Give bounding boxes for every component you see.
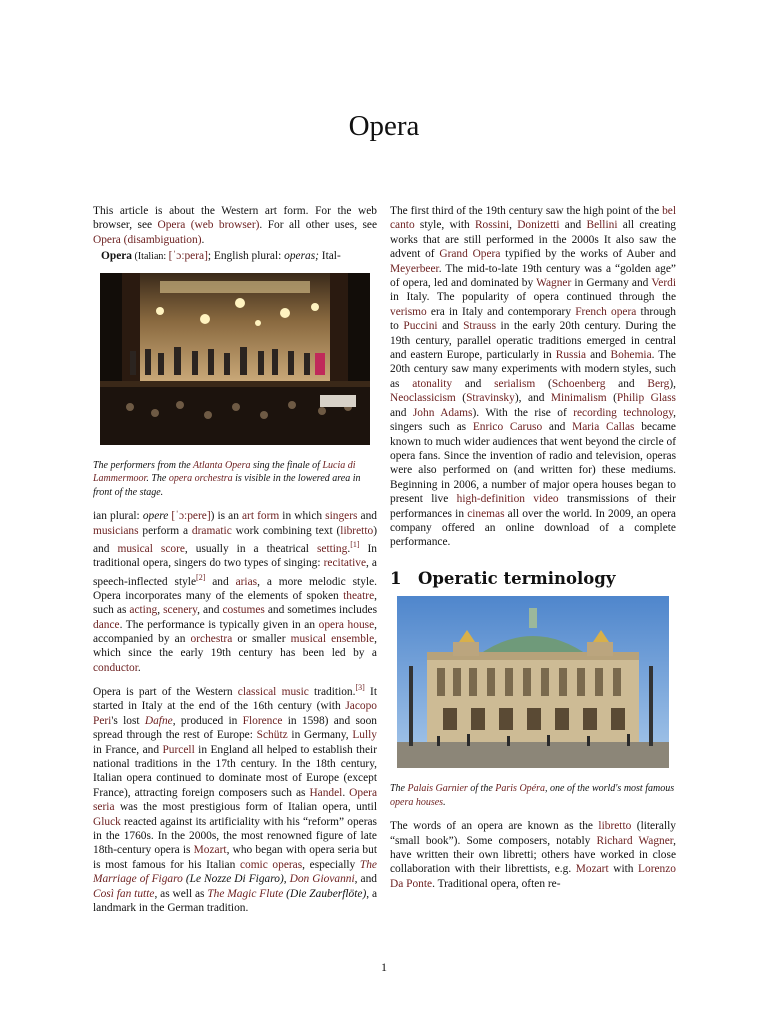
- inline-text: (: [455, 392, 467, 405]
- figure1-caption: [93, 459, 377, 500]
- lead-text: (Italian:: [132, 251, 169, 263]
- inline-link[interactable]: Lorenzo Da Ponte: [390, 863, 676, 890]
- inline-link[interactable]: cinemas: [467, 507, 505, 520]
- inline-text: , a more melodic style. Opera incorporates many of the elements of spoken: [93, 575, 377, 602]
- inline-text: 's lost: [111, 714, 145, 727]
- hatnote-text: . For all other uses, see: [259, 219, 378, 232]
- inline-link[interactable]: Florence: [242, 714, 283, 727]
- inline-link[interactable]: atonality: [412, 377, 453, 390]
- left-column: [93, 204, 377, 921]
- inline-text: all over the world. In 2009, an opera company offered an online download of a complete performance.: [390, 507, 676, 549]
- inline-text: The words of an opera are known as the: [390, 820, 599, 833]
- inline-link[interactable]: Minimalism: [550, 392, 607, 405]
- inline-link[interactable]: Schoenberg: [551, 377, 606, 390]
- inline-link[interactable]: Purcell: [162, 743, 195, 756]
- inline-text: reacted against its artificiality with his “reform” operas in the 1760s. In the 2000s, the most renowned figure of late 18th-century opera is: [93, 815, 377, 857]
- inline-link[interactable]: libretto: [340, 524, 374, 537]
- inline-link[interactable]: dance: [93, 618, 120, 631]
- inline-link[interactable]: Palais Garnier: [407, 783, 468, 795]
- inline-text: ,: [509, 219, 518, 232]
- hatnote-text: .: [201, 233, 205, 246]
- inline-text: in France, and: [93, 743, 163, 756]
- inline-text: in Germany and: [571, 277, 652, 290]
- inline-text: ian plural:: [93, 510, 143, 523]
- inline-text: transmissions of their performances in: [390, 493, 676, 520]
- inline-link[interactable]: classical music: [237, 685, 309, 698]
- inline-link[interactable]: dramatic: [191, 524, 232, 537]
- caption-link-atlanta-opera[interactable]: Atlanta Opera: [193, 459, 251, 471]
- inline-text: in which: [279, 510, 326, 523]
- inline-link[interactable]: Enrico Caruso: [472, 421, 543, 434]
- inline-text: ). With the rise of: [472, 406, 574, 419]
- inline-link[interactable]: Bohemia: [610, 349, 652, 362]
- citation-ref[interactable]: [3]: [355, 683, 365, 693]
- inline-text: all creating works that are still performed in the 2000s It also saw the advent of: [390, 219, 676, 261]
- ipa-link[interactable]: [ˈɔːpera]: [168, 250, 208, 263]
- inline-link[interactable]: conductor: [93, 661, 138, 674]
- inline-text: .: [347, 542, 351, 555]
- section-title: Operatic terminology: [418, 568, 616, 588]
- inline-text: became known to much wider audiences that went beyond the circle of opera fans. Since the invention of radio and television, operas were also performed on (and written for) these mediums. Beginning in 2006, a number of major opera houses began to present live: [390, 421, 676, 506]
- inline-text: , who began with opera seria but is most famous for his Italian: [93, 844, 377, 871]
- inline-link[interactable]: Maria Callas: [572, 421, 635, 434]
- history-paragraph: [93, 681, 377, 915]
- inline-link[interactable]: [ˈɔːpere]: [171, 510, 211, 523]
- inline-text: and: [559, 219, 587, 232]
- inline-link[interactable]: French opera: [575, 305, 637, 318]
- palais-garnier-photo[interactable]: [397, 596, 669, 768]
- inline-link[interactable]: scenery: [163, 604, 198, 617]
- inline-text: and: [586, 349, 611, 362]
- inline-text: in the early 20th century. During the 19th century, parallel operatic traditions emerged in central and eastern Europe, particularly in: [390, 320, 676, 362]
- lead-text: ; English plural:: [207, 250, 285, 263]
- inline-text: In traditional opera, singers do two types of singing:: [93, 542, 378, 570]
- inline-text: and: [205, 575, 236, 588]
- inline-text: and sometimes includes: [264, 604, 377, 617]
- inline-link[interactable]: opera houses: [390, 796, 444, 808]
- inline-link[interactable]: Mozart: [575, 863, 609, 876]
- inline-link[interactable]: Berg: [647, 377, 670, 390]
- inline-text: through to: [390, 305, 676, 333]
- inline-link[interactable]: recitative: [323, 557, 366, 570]
- inline-text: , produced in: [172, 714, 243, 727]
- inline-text: , have written their own libretti; others have worked in close collaboration with their librettists, e.g.: [390, 834, 676, 876]
- inline-link[interactable]: Verdi: [651, 277, 676, 290]
- caption-link-lucia[interactable]: Lucia di Lammermoor: [93, 459, 356, 485]
- inline-text: , usually in a theatrical: [184, 542, 317, 555]
- lead-line: [93, 249, 377, 264]
- inline-text: (Le Nozze Di Figaro): [182, 873, 284, 886]
- inline-link[interactable]: Philip Glass: [616, 392, 676, 405]
- inline-text: (literally “small book”). Some composers, notably: [390, 820, 676, 847]
- inline-link[interactable]: musicians: [93, 524, 139, 537]
- inline-text: era in Italy and contemporary: [426, 305, 576, 318]
- inline-text: typified by the works of Auber and: [500, 248, 676, 261]
- inline-link[interactable]: Puccini: [403, 320, 438, 333]
- inline-link[interactable]: Così fan tutte: [93, 887, 155, 900]
- inline-text: The first third of the 19th century saw the high point of the: [390, 205, 663, 217]
- inline-text: with: [608, 863, 639, 876]
- inline-text: .: [443, 796, 446, 808]
- inline-link[interactable]: Grand Opera: [439, 248, 501, 261]
- inline-link[interactable]: Neoclassicism: [390, 392, 456, 405]
- inline-text: ,: [283, 873, 290, 886]
- inline-text: (Die Zauberflöte): [283, 887, 367, 900]
- inline-text: It started in Italy at the end of the 16th century (with: [93, 685, 378, 713]
- lead-plural: operas;: [284, 250, 319, 263]
- inline-link[interactable]: costumes: [222, 604, 265, 617]
- citation-ref[interactable]: [2]: [196, 572, 206, 582]
- inline-text: , accompanied by an: [93, 618, 377, 645]
- inline-link[interactable]: Jacopo Peri: [93, 700, 377, 727]
- inline-text: work combining text (: [231, 524, 341, 537]
- page-number: 1: [381, 960, 387, 974]
- inline-text: Opera is part of the Western: [93, 685, 238, 698]
- inline-text: , and: [197, 604, 223, 617]
- inline-link[interactable]: The Marriage of Figaro: [93, 858, 377, 886]
- inline-link[interactable]: Wagner: [536, 277, 572, 290]
- inline-text: ,: [157, 604, 164, 617]
- inline-text: , and: [354, 873, 377, 886]
- inline-text: . The performance is typically given in an: [119, 618, 319, 631]
- inline-link[interactable]: acting: [129, 604, 158, 617]
- inline-link[interactable]: comic operas: [239, 858, 303, 871]
- inline-link[interactable]: libretto: [598, 820, 632, 833]
- figure2-caption: [390, 782, 676, 809]
- inline-text: tradition.: [308, 685, 356, 698]
- inline-text: in 1598) and soon spread through the rest of Europe:: [93, 714, 377, 742]
- inline-link[interactable]: Paris Opéra: [495, 783, 546, 795]
- inline-text: The: [390, 783, 408, 795]
- inline-text: ),: [669, 377, 676, 390]
- atlanta-opera-photo[interactable]: [100, 273, 370, 445]
- inline-link[interactable]: Handel: [309, 786, 343, 799]
- inline-text: , which since the early 19th century has been led by a: [93, 632, 377, 660]
- hatnote-text: This article is about the Western art form. For the web browser, see: [93, 205, 377, 232]
- caption-text: sing the finale of: [250, 459, 323, 471]
- inline-text: .: [137, 661, 141, 674]
- inline-link[interactable]: singers: [325, 510, 358, 523]
- inline-link[interactable]: Lully: [352, 729, 377, 742]
- caption-text: The performers from the: [93, 459, 193, 471]
- inline-text: and: [437, 320, 464, 333]
- page-title: Opera: [348, 110, 420, 142]
- terminology-paragraph: [390, 819, 676, 891]
- lead-text: Ital-: [318, 250, 341, 263]
- inline-text: (: [606, 392, 617, 405]
- inline-text: . The 20th century saw many experiments with modern styles, such as: [390, 349, 676, 390]
- inline-text: (: [535, 377, 552, 390]
- inline-text: and: [357, 510, 377, 523]
- inline-text: . Traditional opera, often re-: [432, 877, 561, 890]
- section-heading: [390, 568, 676, 588]
- inline-link[interactable]: opera house: [318, 618, 375, 631]
- inline-link[interactable]: Stravinsky: [466, 392, 515, 405]
- inline-text: , a landmark in the German tradition.: [93, 887, 378, 915]
- inline-text: ) is an: [210, 510, 242, 523]
- inline-link[interactable]: Schütz: [256, 729, 288, 742]
- inline-link[interactable]: Richard Wagner: [596, 834, 674, 847]
- inline-link[interactable]: orchestra: [190, 632, 233, 645]
- stage-illustration: [100, 273, 370, 445]
- inline-text: in Germany,: [287, 729, 353, 742]
- inline-link[interactable]: Dafne: [144, 714, 173, 727]
- inline-text: style, with: [414, 219, 475, 232]
- inline-link[interactable]: arias: [235, 575, 258, 588]
- inline-text: or smaller: [232, 632, 291, 645]
- inline-text: , one of the world's most famous: [545, 783, 675, 795]
- inline-link[interactable]: Mozart: [193, 844, 227, 857]
- inline-text: and: [452, 377, 495, 390]
- inline-link[interactable]: setting: [316, 542, 348, 555]
- caption-link-orchestra[interactable]: opera orchestra: [168, 473, 233, 485]
- nineteenth-century-paragraph: [390, 204, 676, 550]
- inline-text: , a speech-inflected style: [93, 557, 377, 588]
- inline-text: , such as: [93, 589, 377, 617]
- inline-link[interactable]: verismo: [390, 305, 427, 318]
- inline-link[interactable]: serialism: [494, 377, 536, 390]
- inline-text: and: [390, 406, 413, 419]
- hatnote-link-web-browser[interactable]: Opera (web browser): [157, 219, 260, 232]
- inline-text: and: [542, 421, 573, 434]
- inline-link[interactable]: Rossini: [474, 219, 510, 232]
- inline-text: , singers such as: [390, 406, 677, 434]
- inline-link[interactable]: Bellini: [586, 219, 618, 232]
- inline-link[interactable]: bel canto: [390, 205, 676, 232]
- hatnote-link-disambiguation[interactable]: Opera (disambiguation): [93, 233, 202, 246]
- inline-link[interactable]: Russia: [555, 349, 587, 362]
- inline-text: ), and: [514, 392, 551, 405]
- inline-link[interactable]: theatre: [343, 589, 375, 602]
- inline-link[interactable]: art form: [241, 510, 280, 523]
- inline-link[interactable]: John Adams: [412, 406, 473, 419]
- inline-text: . The mid-to-late 19th century was a “golden age” of opera, led and dominated by: [390, 262, 676, 290]
- caption-text: is visible in the lowered area in front of the stage.: [93, 473, 361, 498]
- inline-link[interactable]: Gluck: [93, 815, 121, 828]
- inline-text: , as well as: [154, 887, 208, 900]
- inline-link[interactable]: musical ensemble: [290, 632, 375, 645]
- caption-text: . The: [146, 473, 169, 485]
- intro-paragraph: [93, 509, 377, 675]
- inline-text: perform a: [138, 524, 192, 537]
- inline-link[interactable]: Meyerbeer: [390, 262, 439, 275]
- inline-text: in Italy. The popularity of opera continued through the: [390, 291, 676, 304]
- inline-text: and: [605, 377, 648, 390]
- right-column: [390, 204, 676, 897]
- inline-link[interactable]: Donizetti: [517, 219, 560, 232]
- inline-text: opere: [142, 510, 169, 523]
- inline-link[interactable]: musical score: [117, 542, 185, 555]
- inline-link[interactable]: The Magic Flute: [207, 887, 284, 900]
- citation-ref[interactable]: [1]: [350, 539, 360, 549]
- inline-link[interactable]: Strauss: [463, 320, 497, 333]
- inline-text: was the most prestigious form of Italian opera, until: [114, 801, 377, 814]
- lead-term: Opera: [101, 250, 133, 263]
- inline-link[interactable]: Opera seria: [93, 786, 377, 814]
- inline-link[interactable]: recording technology: [573, 406, 674, 419]
- section-number: 1: [390, 568, 402, 588]
- inline-text: in England all helped to establish their national traditions in the 17th century. In the 18th century, Italian opera continued to dominate most of Europe (except France), attracting foreign composers such as: [93, 743, 377, 799]
- inline-text: of the: [467, 783, 496, 795]
- inline-text: , especially: [302, 858, 360, 871]
- palais-garnier-illustration: [397, 596, 669, 768]
- inline-text: .: [342, 786, 350, 799]
- inline-link[interactable]: high-definition video: [456, 493, 559, 506]
- hatnote: [93, 204, 377, 247]
- inline-text: ) and: [93, 524, 377, 555]
- inline-link[interactable]: Don Giovanni: [289, 873, 355, 886]
